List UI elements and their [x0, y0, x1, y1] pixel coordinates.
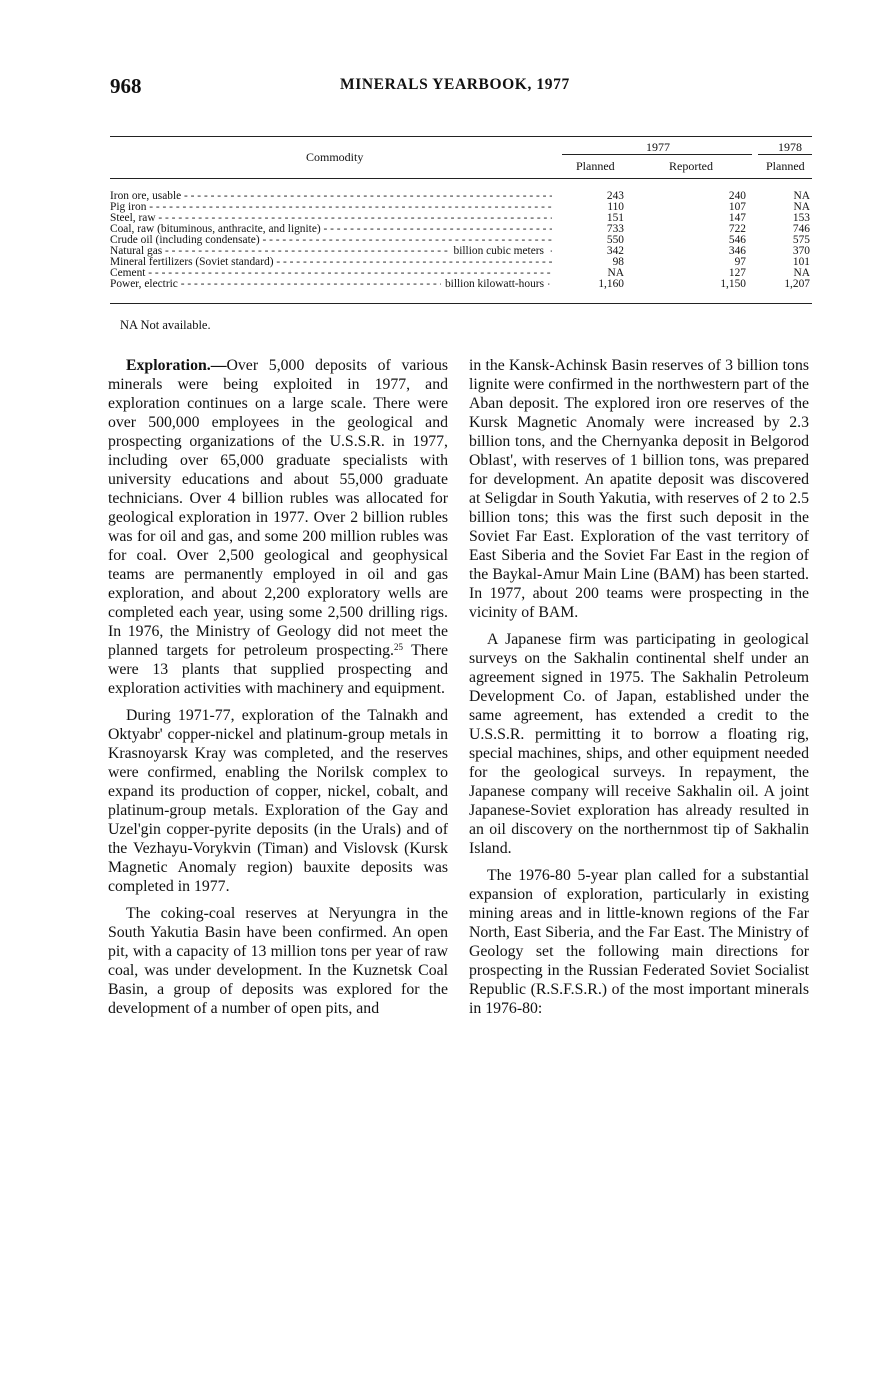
footnote-ref: 25 [393, 642, 403, 652]
paragraph: The coking-coal reserves at Neryungra in the South Yakutia Basin have been confirmed. An open pit, with a capacity of 13 million tons per year of raw coal, was under development. In the Kuznetsk Coal Basin, a group of deposits was explored for the development of a number of open pits, and [108, 905, 448, 1017]
right-column [469, 356, 809, 1018]
paragraph: The 1976-80 5-year plan called for a substantial expansion of exploration, particularly in existing mining areas and in little-known regions of the Far North, East Siberia, and the Far East. The Ministry of Geology set the following main directions for prospecting in the Russian Federated Soviet Socialist Republic (R.S.F.S.R.) of the most important minerals in 1976-80: [469, 867, 809, 1017]
reported-1977-value: 1,150 [720, 278, 746, 290]
reported-1977-value: 240 [728, 190, 746, 202]
reported-1977-header: Reported [669, 159, 713, 173]
row-label: Iron ore, usable - - - [110, 191, 552, 202]
commodity-header: Commodity [306, 150, 364, 164]
planned-1977-value: 98 [612, 256, 624, 268]
row-label: Power, electric - - - [110, 279, 552, 290]
planned-1978-value: 153 [792, 212, 810, 224]
table-row [110, 246, 812, 257]
table-bottom-rule [110, 303, 812, 304]
paragraph-text: Over 5,000 deposits of various minerals were being exploited in 1977, and exploration continues on a large scale. There were over 500,000 employees in the geological and prospecting organizations of the U.S.S.R. in 1977, including over 65,000 graduate specialists with university educations and about 55,000 graduate technicians. Over 4 billion rubles was allocated for geological exploration in 1977. Over 2 billion rubles was for oil and gas, and some 200 million rubles was for coal. Over 2,500 geological and geophysical teams are permanently employed in oil and gas exploration, and about 2,200 exploratory wells are completed each year, using some 2,500 drilling rigs. In 1976, the Ministry of Geology did not meet the planned targets for petroleum prospecting. [108, 357, 448, 659]
planned-1978-value: 1,207 [784, 278, 810, 290]
row-label: Mineral fertilizers (Soviet standard) - - - [110, 257, 552, 268]
planned-1978-header: Planned [766, 159, 805, 173]
reported-1977-value: 127 [728, 267, 746, 279]
planned-1977-value: 342 [606, 245, 624, 257]
reported-1977-value: 107 [728, 201, 746, 213]
page-header [110, 74, 810, 98]
planned-1977-value: 151 [606, 212, 624, 224]
year-1977-header: 1977 [646, 140, 670, 154]
paragraph-text: There were 13 plants that supplied prospecting and exploration activities with machinery and equipment. [108, 642, 448, 697]
year-1977-rule [562, 154, 752, 155]
table-row [110, 279, 812, 290]
paragraph [108, 356, 448, 698]
planned-1978-value: 575 [792, 234, 810, 246]
planned-1978-value: NA [793, 201, 810, 213]
left-column [108, 356, 448, 1018]
page-number: 968 [110, 74, 142, 98]
planned-1978-value: NA [793, 190, 810, 202]
reported-1977-value: 546 [728, 234, 746, 246]
paragraph: A Japanese firm was participating in geological surveys on the Sakhalin continental shelf under an agreement signed in 1975. The Sakhalin Petroleum Development Co. of Japan, established under the same agreement, has extended a credit to the U.S.S.R. permitting it to borrow a floating rig, special machines, ships, and other equipment needed for the geological surveys. In repayment, the Japanese company will receive Sakhalin oil. A joint Japanese-Soviet exploration has already resulted in an oil discovery on the northernmost tip of Sakhalin Island. [469, 631, 809, 857]
row-label: Pig iron - - - [110, 202, 552, 213]
table-row [110, 202, 812, 213]
table-row [110, 224, 812, 235]
planned-1977-value: 110 [607, 201, 624, 213]
year-1978-rule [758, 154, 812, 155]
planned-1978-value: 746 [792, 223, 810, 235]
paragraph: in the Kansk-Achinsk Basin reserves of 3 billion tons lignite were confirmed in the northwestern part of the Aban deposit. The explored iron ore reserves of the Kursk Magnetic Anomaly were increased by 2.3 billion tons, and the Chernyanka deposit in Belgorod Oblast', with reserves of 1 billion tons, was prepared for development. An apatite deposit was discovered at Seligdar in South Yakutia, with reserves of 2 to 2.5 billion tons; this was the first such deposit in the Soviet Far East. Exploration of the vast territory of East Siberia and the Soviet Far East in the region of the Baykal-Amur Main Line (BAM) has been started. In 1977, about 200 teams were prospecting in the vicinity of BAM. [469, 357, 809, 621]
reported-1977-value: 147 [728, 212, 746, 224]
table-header-rule [110, 178, 812, 179]
row-label: Crude oil (including condensate) - - - [110, 235, 552, 246]
planned-1977-value: 243 [606, 190, 624, 202]
planned-1977-value: 1,160 [598, 278, 624, 290]
planned-1977-value: 733 [606, 223, 624, 235]
planned-1977-header: Planned [576, 159, 615, 173]
planned-1978-value: NA [793, 267, 810, 279]
running-head: MINERALS YEARBOOK, 1977 [340, 76, 570, 93]
table-row [110, 257, 812, 268]
reported-1977-value: 346 [728, 245, 746, 257]
planned-1978-value: 101 [792, 256, 810, 268]
row-label: Coal, raw (bituminous, anthracite, and lignite) - - - [110, 224, 552, 235]
row-unit: billion cubic meters [450, 246, 548, 257]
year-1978-header: 1978 [778, 140, 802, 154]
planned-1977-value: NA [607, 267, 624, 279]
reported-1977-value: 97 [734, 256, 746, 268]
planned-1977-value: 550 [606, 234, 624, 246]
paragraph: During 1971-77, exploration of the Talnakh and Oktyabr' copper-nickel and platinum-group metals in Krasnoyarsk Kray was completed, and the reserves were confirmed, enabling the Norilsk complex to expand its production of copper, nickel, cobalt, and platinum-group metals. Exploration of the Gay and Uzel'gin copper-pyrite deposits (in the Urals) and of the Vezhayu-Vorykvin (Timan) and Vislovsk (Kursk Magnetic Anomaly region) bauxite deposits was completed in 1977. [108, 707, 448, 895]
row-label: Steel, raw - - - [110, 213, 552, 224]
table-row [110, 191, 812, 202]
row-label: Cement - - - [110, 268, 552, 279]
table-row [110, 213, 812, 224]
table-top-rule [110, 136, 812, 137]
section-heading: Exploration.— [126, 357, 227, 374]
planned-1978-value: 370 [792, 245, 810, 257]
row-unit: billion kilowatt-hours [441, 279, 548, 290]
reported-1977-value: 722 [728, 223, 746, 235]
row-label: Natural gas - - - [110, 246, 552, 257]
table-footnote: NA Not available. [120, 318, 211, 332]
